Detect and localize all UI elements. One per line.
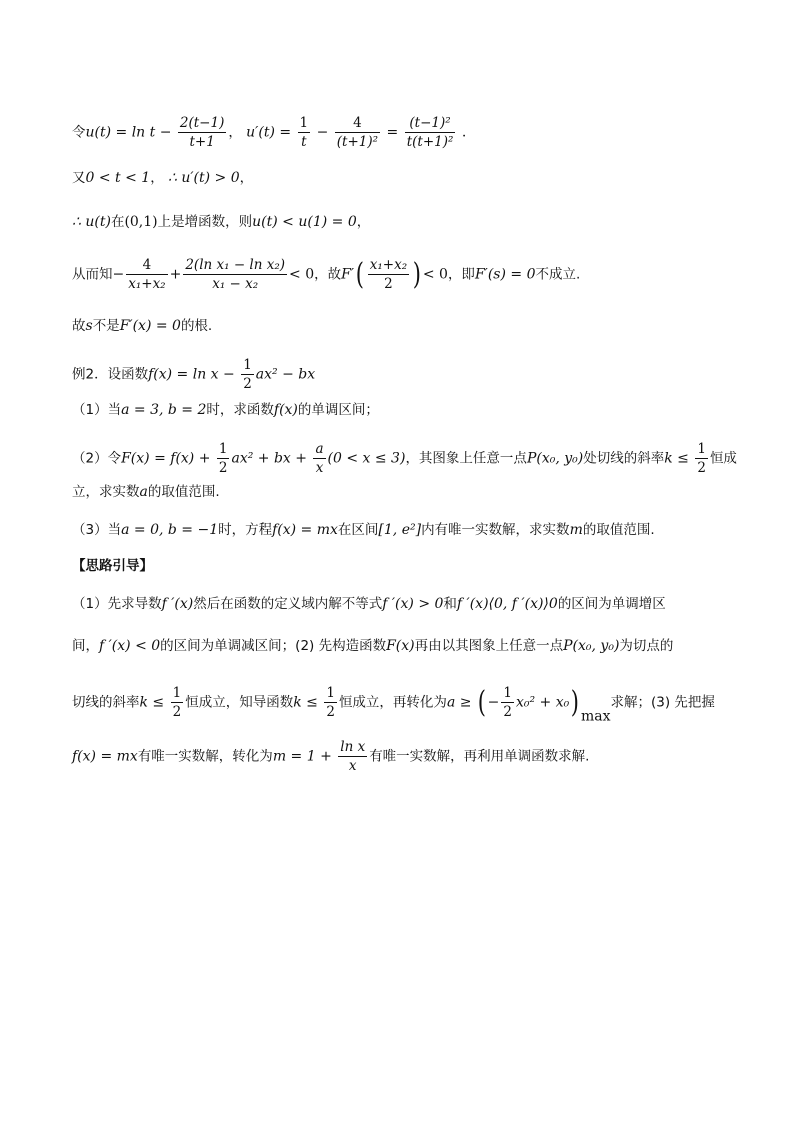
text: 故 bbox=[72, 318, 86, 334]
math: f ′(x)⟨0, f ′(x)⟩0 bbox=[456, 596, 558, 612]
math: = bbox=[382, 124, 403, 141]
text: （3）当 bbox=[72, 522, 122, 538]
math: k ≤ bbox=[293, 694, 323, 711]
text: 恒成 bbox=[709, 450, 737, 467]
text: 立，求实数 bbox=[72, 484, 140, 500]
line-u-definition bbox=[72, 114, 466, 151]
math: u(t) < u(1) = 0 bbox=[252, 214, 357, 230]
text: ，故 bbox=[314, 266, 342, 283]
text: 令 bbox=[72, 124, 86, 141]
math: f ′(x) < 0 bbox=[99, 638, 161, 654]
math: m bbox=[569, 522, 583, 538]
fraction: $\frac{4}{\text{x₁+x₂}}$ bbox=[128, 257, 166, 292]
math: a ≥ bbox=[446, 694, 476, 711]
math: s bbox=[85, 318, 93, 334]
text: 然后在函数的定义域内解不等式 bbox=[193, 596, 383, 612]
math: F′(x) = 0 bbox=[119, 318, 181, 334]
fraction: $\frac{a}{x}$ bbox=[315, 441, 324, 476]
fraction: $\frac{1}{2}$ bbox=[697, 441, 706, 476]
subscript-max: max bbox=[580, 708, 611, 725]
math: f(x) = ln x − bbox=[148, 366, 240, 383]
text: 和 bbox=[443, 596, 457, 612]
math: ax² − bx bbox=[255, 366, 316, 383]
math: f(x) = mx bbox=[72, 748, 138, 765]
math: F(x) = f(x) + bbox=[121, 450, 215, 467]
math: ax² + bx + bbox=[231, 450, 312, 467]
text: 的取值范围. bbox=[582, 522, 655, 538]
math: f(x) bbox=[273, 402, 298, 418]
left-paren: ( bbox=[355, 256, 364, 292]
math: − bbox=[312, 124, 333, 141]
fraction: $\frac{2(t-1)}{t+1}$ bbox=[179, 115, 225, 150]
math: < 0 bbox=[422, 266, 448, 283]
line-example-2 bbox=[72, 356, 315, 393]
right-paren: ) bbox=[412, 256, 422, 292]
text: （1）当 bbox=[72, 402, 122, 418]
math: < 0 bbox=[289, 266, 315, 283]
text: 的取值范围. bbox=[147, 484, 220, 500]
line-q2 bbox=[72, 440, 737, 477]
math: (0 < x ≤ 3) bbox=[327, 450, 406, 467]
fraction: $\frac{\text{(t−1)²}}{\text{t(t+1)²}}$ bbox=[406, 115, 454, 150]
fraction: $\frac{\text{ln x}}{x}$ bbox=[340, 739, 366, 774]
math: . bbox=[457, 124, 467, 141]
text: （2）令 bbox=[72, 450, 122, 467]
math: a = 0, b = −1 bbox=[121, 522, 219, 538]
math: f ′(x) > 0 bbox=[382, 596, 444, 612]
text: ， bbox=[150, 170, 168, 186]
text: 从而知 bbox=[72, 266, 113, 283]
text: 恒成立，再转化为 bbox=[338, 694, 447, 711]
fraction: $\frac{1}{t}$ bbox=[299, 115, 309, 150]
text: 有唯一实数解，转化为 bbox=[137, 748, 273, 765]
math: P(x₀, y₀) bbox=[563, 638, 620, 654]
right-paren: ) bbox=[570, 684, 580, 720]
fraction: $\frac{\text{2(ln x₁ − ln x₂)}}{\text{x₁ − x₂}}$ bbox=[185, 257, 286, 292]
text: 间， bbox=[72, 638, 99, 654]
text: 恒成立，知导函数 bbox=[185, 694, 294, 711]
text: 处切线的斜率 bbox=[583, 450, 665, 467]
text: ， bbox=[356, 214, 371, 230]
text: 时，方程 bbox=[218, 522, 273, 538]
math: P(x₀, y₀) bbox=[526, 450, 584, 467]
text: 有唯一实数解，再利用单调函数求解. bbox=[369, 748, 590, 765]
math: ∴ u′(t) > 0 bbox=[168, 170, 240, 186]
text: 的区间为单调减区间；(2) 先构造函数 bbox=[160, 638, 387, 654]
text: 再由以其图象上任意一点 bbox=[414, 638, 564, 654]
text: 求解；(3) 先把握 bbox=[610, 694, 715, 711]
text: 时，求函数 bbox=[206, 402, 274, 418]
line-hint-1 bbox=[72, 594, 666, 614]
math: F′(s) = 0 bbox=[474, 266, 536, 283]
math: 0 < t < 1 bbox=[85, 170, 151, 186]
math: k ≤ bbox=[139, 694, 169, 711]
line-t-range bbox=[72, 168, 253, 188]
fraction: $\frac{4}{\text{(t+1)²}}$ bbox=[336, 115, 379, 150]
fraction: $\frac{1}{2}$ bbox=[243, 357, 252, 392]
fraction: $\frac{1}{2}$ bbox=[218, 441, 228, 476]
text: ，其图象上任意一点 bbox=[405, 450, 527, 467]
math: a bbox=[139, 484, 148, 500]
math: f ′(x) bbox=[161, 596, 194, 612]
text: 的根. bbox=[180, 318, 213, 334]
text: 上是增函数，则 bbox=[157, 214, 253, 230]
section-heading-hints bbox=[72, 556, 153, 576]
text: 在区间 bbox=[337, 522, 379, 538]
fraction: $\frac{1}{2}$ bbox=[326, 685, 335, 720]
math: (0,1) bbox=[124, 214, 158, 230]
line-hint-2 bbox=[72, 636, 673, 656]
line-increasing bbox=[72, 212, 370, 232]
text: 例2．设函数 bbox=[72, 366, 149, 383]
text: 不成立. bbox=[535, 266, 581, 283]
text: ，即 bbox=[447, 266, 475, 283]
left-paren: ( bbox=[477, 684, 486, 720]
text: 不是 bbox=[92, 318, 120, 334]
line-not-root bbox=[72, 316, 212, 336]
line-q1 bbox=[72, 400, 379, 420]
text: （1）先求导数 bbox=[72, 596, 162, 612]
math: a = 3, b = 2 bbox=[121, 402, 207, 418]
math: m = 1 + bbox=[272, 748, 337, 765]
math: f(x) = mx bbox=[272, 522, 338, 538]
text: 内有唯一实数解，求实数 bbox=[421, 522, 570, 538]
line-conclusion: 从而知− $\frac{4}{\text{x₁+x₂}}$ + $\frac{\text{2(ln x₁ − ln x₂)}}{\text{x₁ − x₂}}$ < 0，故F′( $\frac{\text{x₁+x₂}}{2}$ ) < 0，即F′(s) = 0不成立. bbox=[72, 256, 581, 292]
math: [1, e²] bbox=[378, 522, 422, 538]
math: ∴ u(t) bbox=[72, 214, 111, 230]
text: 切线的斜率 bbox=[72, 694, 140, 711]
math: x₀² + x₀ bbox=[515, 694, 570, 711]
math: F(x) bbox=[386, 638, 415, 654]
math: u′(t) = bbox=[246, 124, 296, 141]
text: 又 bbox=[72, 170, 86, 186]
text: ， bbox=[228, 124, 247, 141]
line-hint-3: 切线的斜率k ≤ $\frac{1}{2}$ 恒成立，知导函数k ≤ $\frac{1}{2}$ 恒成立，再转化为a ≥ ( − $\frac{1}{2}$ x₀² + x₀) $_{max}$求解；(3) 先把握 bbox=[72, 684, 715, 725]
math: F′ bbox=[341, 266, 355, 283]
heading-text: 【思路引导】 bbox=[72, 558, 153, 574]
text: 为切点的 bbox=[619, 638, 674, 654]
text: 在 bbox=[110, 214, 125, 230]
fraction: $\frac{1}{2}$ bbox=[172, 685, 182, 720]
text: 的单调区间； bbox=[297, 402, 379, 418]
line-hint-4 bbox=[72, 738, 589, 775]
math: k ≤ bbox=[664, 450, 694, 467]
math: u(t) = ln t − bbox=[85, 124, 176, 141]
fraction: $\frac{1}{2}$ bbox=[503, 685, 512, 720]
fraction: $\frac{\text{x₁+x₂}}{2}$ bbox=[369, 257, 408, 292]
text: ， bbox=[239, 170, 254, 186]
text: 的区间为单调增区 bbox=[557, 596, 666, 612]
line-q3 bbox=[72, 520, 655, 540]
line-q2-cont bbox=[72, 482, 220, 502]
